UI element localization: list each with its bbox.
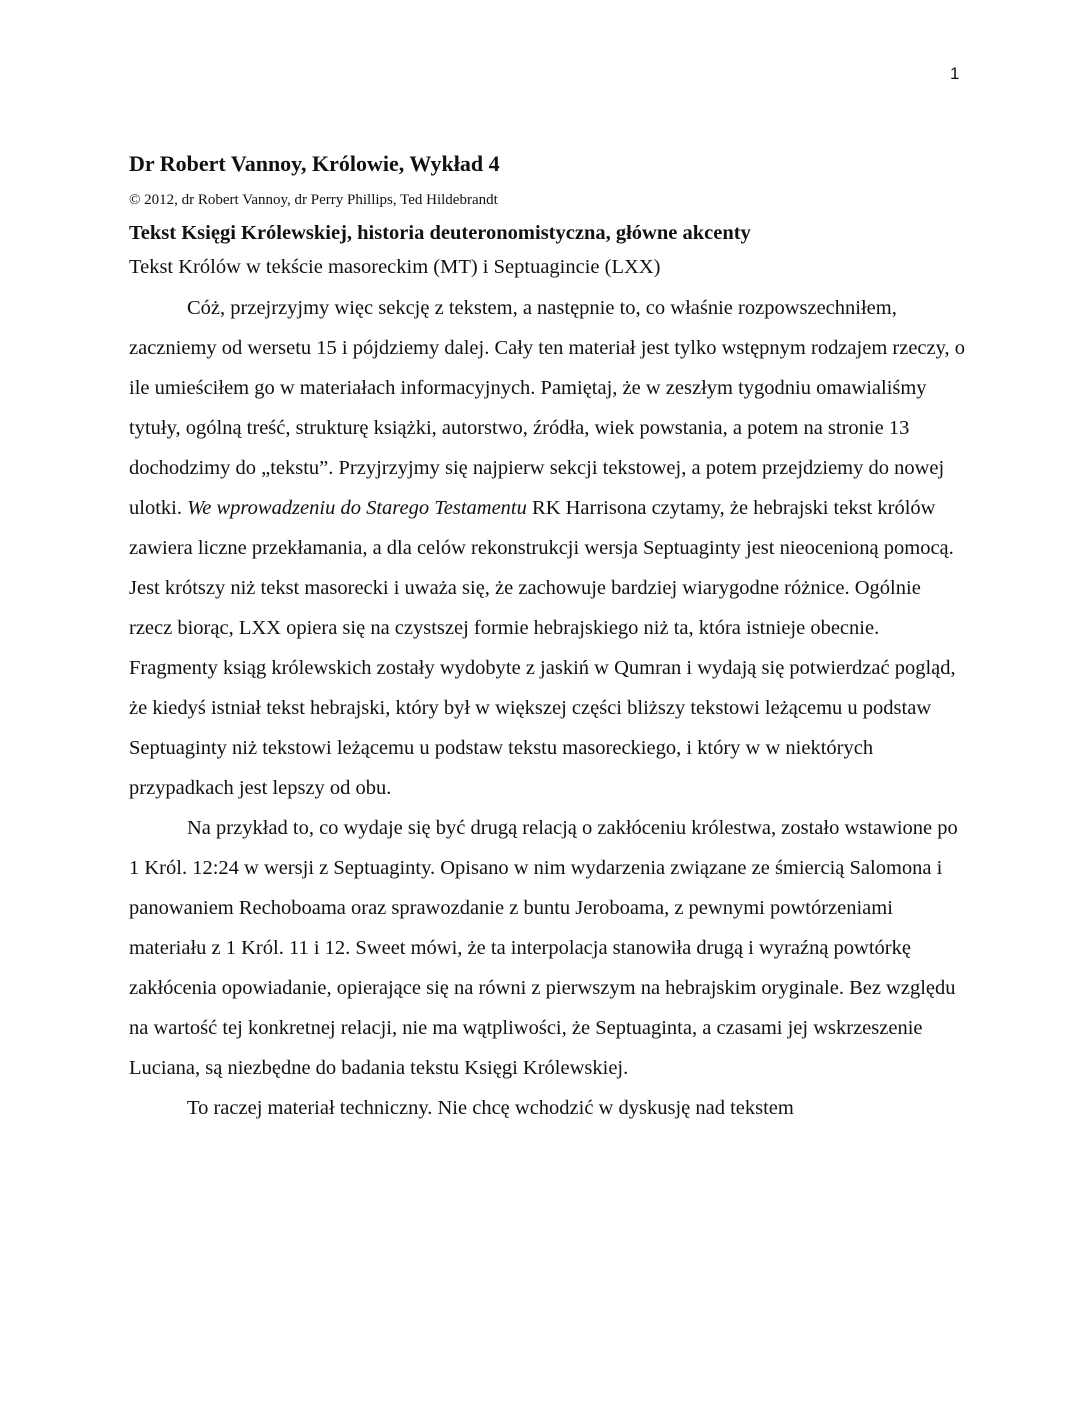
book-title-italic: We wprowadzeniu do Starego Testamentu (187, 497, 527, 519)
copyright-line: © 2012, dr Robert Vannoy, dr Perry Phillips, Ted Hildebrandt (129, 192, 498, 208)
document-title: Dr Robert Vannoy, Królowie, Wykład 4 (129, 151, 500, 176)
document-subtitle: Tekst Księgi Królewskiej, historia deuteronomistyczna, główne akcenty (129, 222, 751, 244)
paragraph-3: To raczej materiał techniczny. Nie chcę wchodzić w dyskusję nad tekstem (187, 1097, 794, 1119)
paragraph-1-text-a: Cóż, przejrzyjmy więc sekcję z tekstem, a następnie to, co właśnie rozpowszechniłem, zaczniemy od wersetu 15 i pójdziemy dalej. Cały ten materiał jest tylko wstępnym rodzajem rzeczy, o ile umieściłem go w materiałach informacyjnych. Pamiętaj, że w zeszłym tygodniu omawialiśmy tytuły, ogólną treść, strukturę książki, autorstwo, źródła, wiek powstania, a potem na stronie 13 dochodzimy do „tekstu”. Przyjrzyjmy się najpierw sekcji tekstowej, a potem przejdziemy do nowej ulotki. (129, 297, 966, 519)
paragraph-1-text-b: RK Harrisona czytamy, że hebrajski tekst królów zawiera liczne przekłamania, a dla celów rekonstrukcji wersja Septuaginty jest nieocenioną pomocą. Jest krótszy niż tekst masorecki i uważa się, że zachowuje bardziej wiarygodne różnice. Ogólnie rzecz biorąc, LXX opiera się na czystszej formie hebrajskiego niż ta, która istnieje obecnie. Fragmenty ksiąg królewskich zostały wydobyte z jaskiń w Qumran i wydają się potwierdzać pogląd, że kiedyś istniał tekst hebrajski, który był w większej części bliższy tekstowi leżącemu u podstaw Septuaginty niż tekstowi leżącemu u podstaw tekstu masoreckiego, i który w w niektórych przypadkach jest lepszy od obu. (129, 497, 956, 799)
paragraph-1 (129, 288, 969, 808)
section-heading: Tekst Królów w tekście masoreckim (MT) i Septuagincie (LXX) (129, 256, 661, 278)
page-number: 1 (950, 64, 960, 83)
paragraph-2: Na przykład to, co wydaje się być drugą relacją o zakłóceniu królestwa, zostało wstawione po 1 Król. 12:24 w wersji z Septuaginty. Opisano w nim wydarzenia związane ze śmiercią Salomona i panowaniem Rechoboama oraz sprawozdanie z buntu Jeroboama, z pewnymi powtórzeniami materiału z 1 Król. 11 i 12. Sweet mówi, że ta interpolacja stanowiła drugą i wyraźną powtórkę zakłócenia opowiadanie, opierające się na równi z pierwszym na hebrajskim oryginale. Bez względu na wartość tej konkretnej relacji, nie ma wątpliwości, że Septuaginta, a czasami jej wskrzeszenie Luciana, są niezbędne do badania tekstu Księgi Królewskiej. (129, 817, 958, 1079)
document-body (129, 150, 969, 1128)
